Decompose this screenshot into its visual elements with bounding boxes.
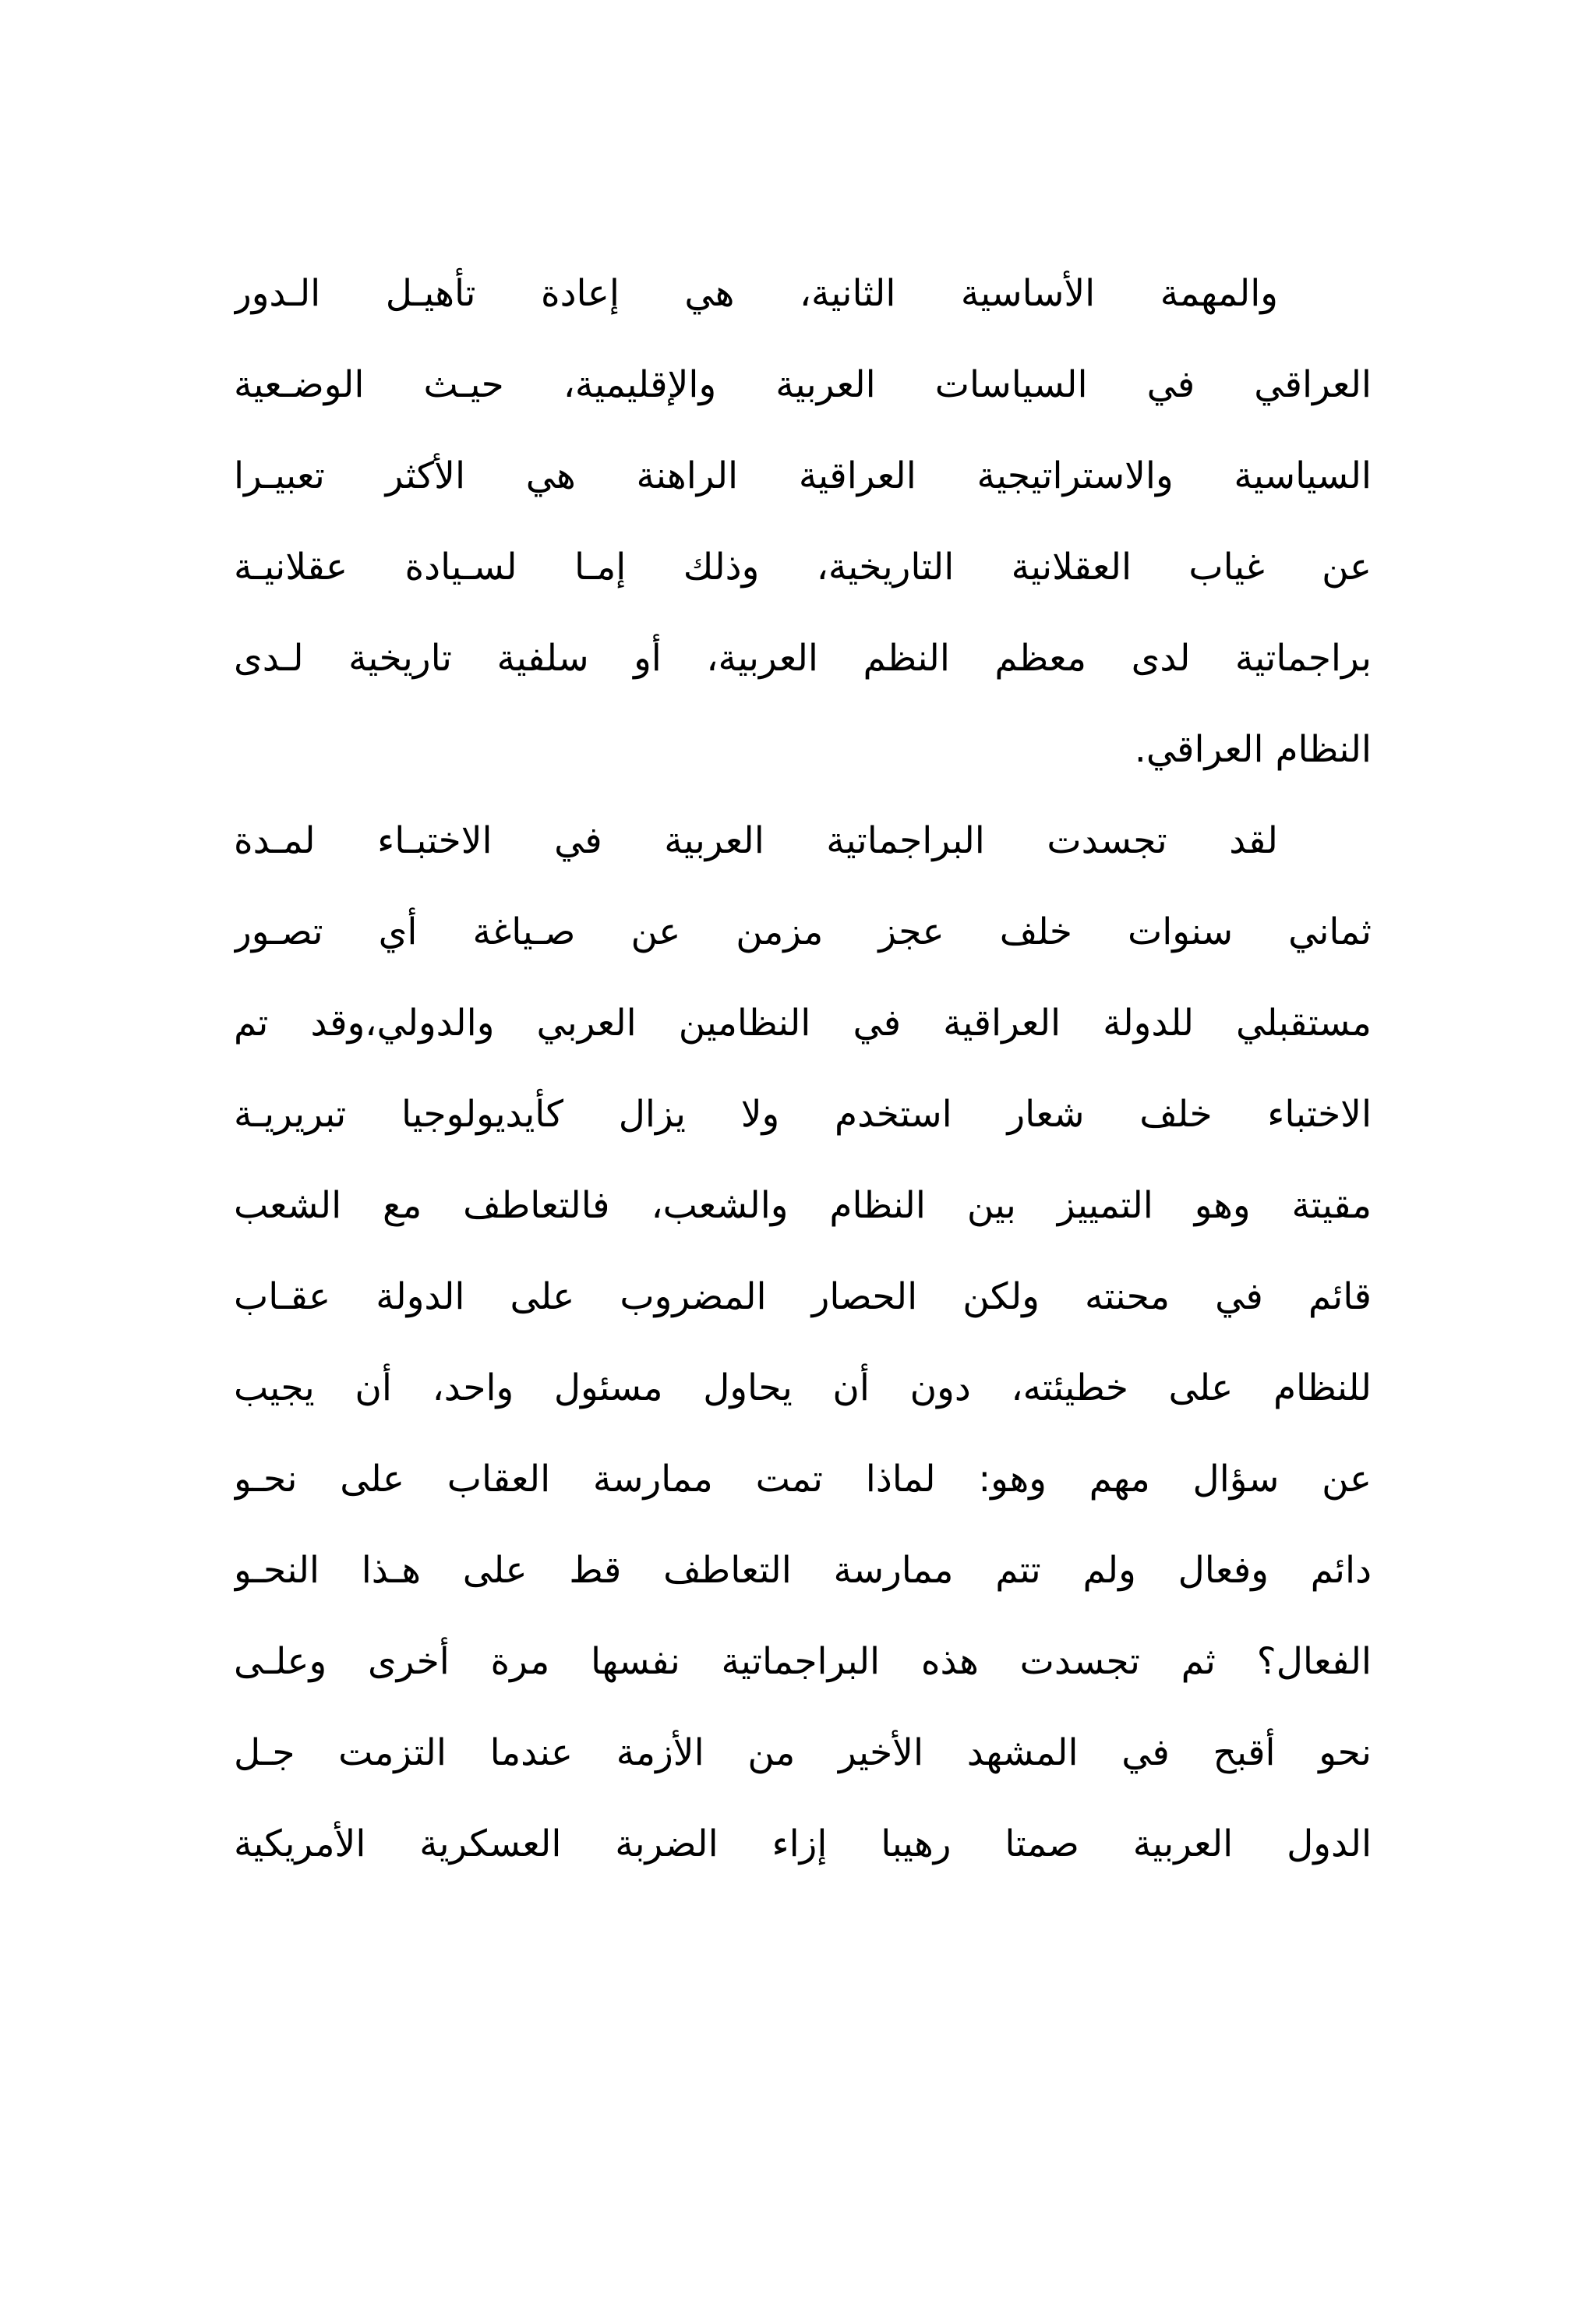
text-line: ثماني سنوات خلف عجز مزمن عن صـياغة أي تصـور <box>234 910 1372 953</box>
text-line: النظام العراقي. <box>1134 728 1372 771</box>
text-line: الفعال؟ ثم تجسدت هذه البراجماتية نفسها مرة أخرى وعلـى <box>234 1640 1372 1683</box>
text-line: السياسية والاستراتيجية العراقية الراهنة هي الأكثر تعبيـرا <box>234 454 1372 497</box>
text-line: دائم وفعال ولم تتم ممارسة التعاطف قط على هـذا النحـو <box>234 1549 1372 1592</box>
text-line: عن غياب العقلانية التاريخية، وذلك إمـا لسـيادة عقلانيـة <box>234 546 1372 589</box>
text-line: نحو أقبح في المشهد الأخير من الأزمة عندما التزمت جـل <box>234 1731 1372 1774</box>
text-line: عن سؤال مهم وهو: لماذا تمت ممارسة العقاب على نحـو <box>234 1458 1372 1501</box>
text-line: لقد تجسدت البراجماتية العربية في الاختبـاء لمـدة <box>234 819 1278 862</box>
text-line: العراقي في السياسات العربية والإقليمية، حيـث الوضـعية <box>234 363 1372 406</box>
text-line: مستقبلي للدولة العراقية في النظامين العربي والدولي،وقد تم <box>234 1002 1372 1045</box>
text-line: الاختباء خلف شعار استخدم ولا يزال كأيديولوجيا تبريريـة <box>234 1093 1372 1136</box>
text-line: والمهمة الأساسية الثانية، هي إعادة تأهيـل الـدور <box>234 272 1278 315</box>
body-text <box>234 248 1372 1890</box>
text-line: الدول العربية صمتا رهيبا إزاء الضربة العسكرية الأمريكية <box>234 1822 1372 1865</box>
text-line: للنظام على خطيئته، دون أن يحاول مسئول واحد، أن يجيب <box>234 1366 1372 1409</box>
text-line: مقيتة وهو التمييز بين النظام والشعب، فالتعاطف مع الشعب <box>234 1184 1372 1227</box>
text-line: قائم في محنته ولكن الحصار المضروب على الدولة عقـاب <box>234 1275 1372 1318</box>
text-line: براجماتية لدى معظم النظم العربية، أو سلفية تاريخية لـدى <box>234 637 1372 680</box>
